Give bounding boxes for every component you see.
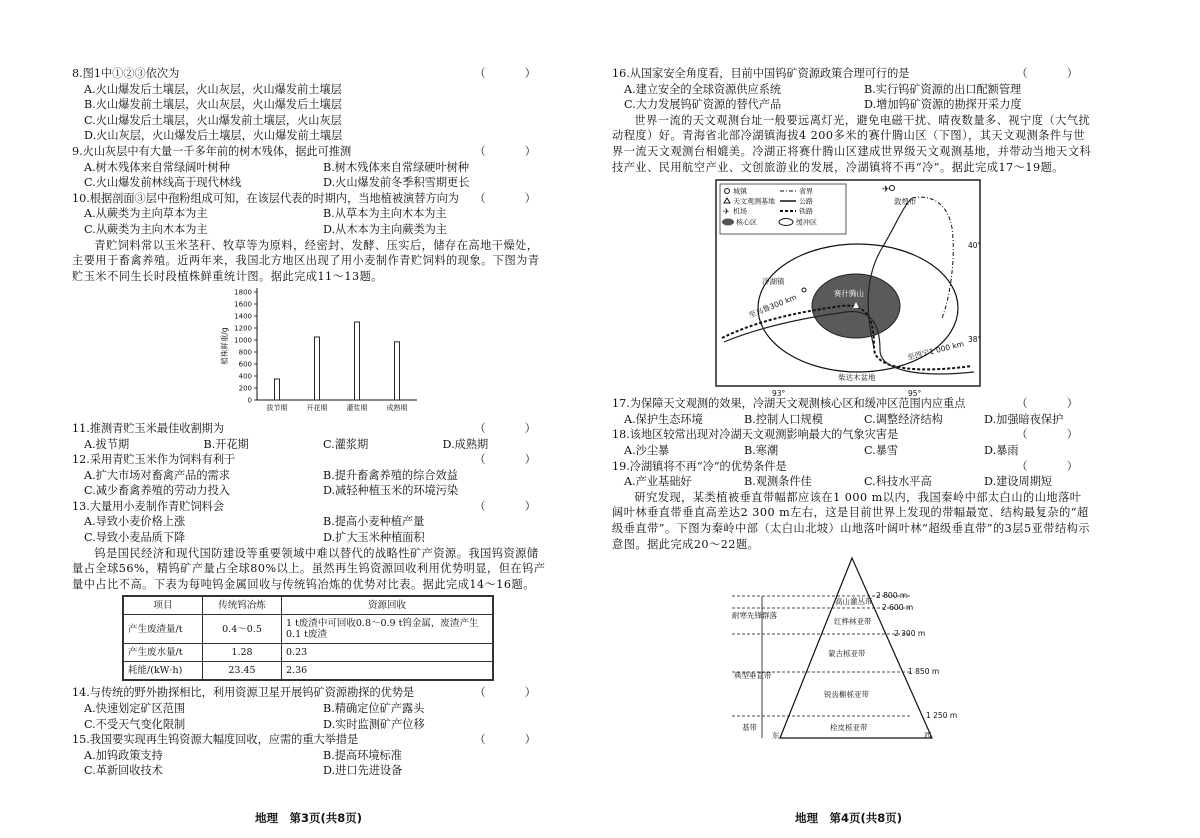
page-footer-right: 地理 第4页(共8页): [795, 811, 903, 825]
table-header: 传统钨冶炼: [203, 596, 282, 615]
option[interactable]: B.提高小麦种植产量: [323, 515, 425, 529]
question-stem: 14.与传统的野外勘探相比，利用资源卫星开展钨矿资源勘探的优势是: [72, 686, 415, 700]
option[interactable]: C.火山爆发后土壤层，火山爆发前土壤层，火山灰层: [84, 113, 342, 127]
table-row: [123, 644, 493, 662]
page-footer-left: 地理 第3页(共8页): [255, 811, 363, 825]
question-stem: 13.大量用小麦制作青贮饲料会: [72, 499, 225, 513]
lenghu-map: [612, 178, 1092, 399]
legend-label: 铁路: [799, 207, 813, 216]
option[interactable]: C.火山爆发前林线高于现代林线: [84, 176, 242, 190]
direction-label: 西: [924, 731, 932, 741]
elevation-label: 2 600 m: [882, 603, 914, 613]
silage-bar-chart: [72, 284, 550, 416]
question-9: [72, 144, 550, 191]
question-stem: 17.为保障天文观测的效果，冷湖天文观测核心区和缓冲区范围内应重点: [612, 397, 966, 411]
answer-paren: （ ）: [474, 453, 550, 467]
option[interactable]: B.火山爆发前土壤层，火山灰层，火山爆发后土壤层: [84, 98, 342, 112]
y-axis-label: 植株鲜重/g: [220, 327, 229, 365]
question-14: [72, 685, 550, 732]
table-cell: 耗能/(kW·h): [123, 662, 203, 681]
question-18: [612, 427, 1092, 458]
x-tick-label: 开花期: [306, 404, 328, 413]
table-header-row: [123, 596, 493, 615]
table-header: 资源回收: [282, 596, 494, 615]
table-header: 项目: [123, 596, 203, 615]
option[interactable]: A.快速划定矿区范围: [84, 702, 186, 716]
passage-silage: 青贮饲料常以玉米茎秆、牧草等为原料，经密封、发酵、压实后，储存在高地干燥处，主要用于畜禽养殖。近两年来，我国北方地区出现了用小麦制作青贮饲料的现象。下图为青贮玉米不同生长时段植株鲜重统计图。据此完成11～13题。: [72, 238, 540, 283]
option[interactable]: D.火山爆发前冬季积雪期更长: [323, 176, 470, 190]
option[interactable]: B.从草本为主向木本为主: [323, 207, 447, 221]
table-cell: 1 t废渣中可回收0.8～0.9 t钨金属，废渣产生0.1 t废渣: [282, 615, 494, 644]
option[interactable]: B.控制人口规模: [744, 412, 823, 426]
tungsten-table: [122, 595, 494, 681]
mountain-label: 赛什腾山: [834, 289, 864, 299]
legend-label: 公路: [799, 197, 813, 206]
passage-astronomy: 世界一流的天文观测台址一般要远离灯光，避免电磁干扰、晴夜数量多、视宁度（大气扰动程度）好。青海省北部冷湖镇海拔4 200多米的赛什腾山区（下图），其天文观测条件与世界一流天文观测台相媲美。冷湖正将赛什腾山区建成世界级天文观测基地，并带动当地天文科技产业、民用航空产业、文创旅游业的发展，冷湖镇将不再“冷”。据此完成17～19题。: [612, 113, 1092, 174]
legend-label: 缓冲区: [796, 218, 817, 227]
option[interactable]: A.加钨政策支持: [84, 748, 163, 762]
option[interactable]: D.扩大玉米种植面积: [323, 531, 425, 545]
lon-label: 93°: [772, 389, 786, 399]
option[interactable]: D.增加钨矿资源的勘探开采力度: [864, 98, 1022, 112]
question-17: [612, 396, 1092, 427]
option[interactable]: D.成熟期: [442, 437, 489, 451]
question-stem: 15.我国要实现再生钨资源大幅度回收，应需的重大举措是: [72, 733, 359, 747]
option[interactable]: D.暴雨: [984, 443, 1019, 457]
y-tick-label: 1200: [234, 324, 252, 333]
band-label: 蒙古栎亚带: [828, 649, 866, 659]
group-label: 耐寒先锋群落: [732, 611, 777, 621]
table-cell: 产生废渣量/t: [123, 615, 203, 644]
option[interactable]: C.科技水平高: [864, 475, 932, 489]
question-16: [612, 66, 1092, 113]
table-cell: 23.45: [203, 662, 282, 681]
table-cell: 2.36: [282, 662, 494, 681]
lat-label: 40°: [968, 241, 982, 251]
legend-label: 天文观测基地: [733, 197, 775, 206]
answer-paren: （ ）: [474, 421, 550, 435]
mountain-outline: [780, 558, 932, 741]
answer-paren: （ ）: [1016, 397, 1092, 411]
option[interactable]: C.从蕨类为主向木本为主: [84, 222, 208, 236]
question-12: [72, 452, 550, 499]
option[interactable]: A.火山爆发后土壤层，火山灰层，火山爆发前土壤层: [84, 82, 342, 96]
question-15: [72, 732, 550, 779]
option[interactable]: D.减轻种植玉米的环境污染: [323, 484, 459, 498]
question-stem: 8.图1中①②③依次为: [72, 67, 180, 80]
option[interactable]: B.提高环境标准: [323, 748, 402, 762]
option[interactable]: D.加强暗夜保护: [984, 412, 1064, 426]
airport-icon: ✈: [882, 185, 890, 196]
elevation-label: 1 850 m: [908, 667, 940, 677]
question-13: [72, 499, 550, 546]
option[interactable]: B.观测条件佳: [744, 475, 812, 489]
legend-label: 城镇: [733, 187, 747, 196]
answer-paren: （ ）: [474, 191, 550, 205]
option[interactable]: D.火山灰层，火山爆发后土壤层，火山爆发前土壤层: [84, 129, 343, 143]
option[interactable]: C.导致小麦品质下降: [84, 531, 186, 545]
mountain-zone-diagram: [612, 552, 1092, 742]
option[interactable]: A.扩大市场对畜禽产品的需求: [84, 468, 230, 482]
airport-icon: ✈: [723, 207, 730, 217]
city-label: 敦煌市: [894, 197, 917, 207]
bar: [395, 342, 400, 400]
question-stem: 10.根据剖面③层中孢粉组成可知，在该层代表的时期内，当地植被演替方向为: [72, 191, 459, 205]
band-label: 锐齿槲栎亚带: [824, 690, 869, 700]
option[interactable]: C.暴雪: [864, 443, 899, 457]
option[interactable]: A.从蕨类为主向草本为主: [84, 207, 208, 221]
core-zone-icon: [722, 219, 734, 226]
option[interactable]: D.实时监测矿产位移: [323, 717, 425, 731]
option[interactable]: D.从木本为主向蕨类为主: [323, 222, 448, 236]
y-tick-label: 600: [238, 360, 252, 369]
answer-paren: （ ）: [1016, 459, 1092, 473]
question-stem: 12.采用青贮玉米作为饲料有利于: [72, 453, 236, 467]
right-column: [612, 66, 1092, 742]
table-cell: 0.23: [282, 644, 494, 662]
option[interactable]: B.寒潮: [744, 443, 779, 457]
y-tick-label: 1600: [234, 300, 252, 309]
y-tick-label: 1000: [234, 336, 252, 345]
table-cell: 1.28: [203, 644, 282, 662]
answer-paren: （ ）: [474, 686, 550, 700]
table-cell: 产生废水量/t: [123, 644, 203, 662]
band-label: 高山灌丛带: [835, 597, 873, 607]
elevation-label: 2 300 m: [894, 629, 926, 639]
bar: [315, 337, 320, 400]
option[interactable]: C.调整经济结构: [864, 412, 943, 426]
y-tick-label: 1400: [234, 312, 252, 321]
legend-label: 机场: [733, 207, 747, 216]
answer-paren: （ ）: [1016, 428, 1092, 442]
left-column: [72, 66, 550, 779]
town-label: 冷湖镇: [762, 277, 785, 287]
question-10: [72, 191, 550, 238]
legend-label: 省界: [799, 187, 813, 196]
group-label: 典型垂直带: [734, 671, 772, 681]
bar: [275, 379, 280, 400]
answer-paren: （ ）: [1016, 67, 1092, 80]
option[interactable]: A.产业基础好: [624, 475, 692, 489]
question-stem: 18.该地区较常出现对冷湖天文观测影响最大的气象灾害是: [612, 428, 899, 442]
legend-label: 核心区: [736, 218, 757, 227]
table-row: [123, 662, 493, 681]
option[interactable]: B.实行钨矿资源的出口配额管理: [864, 82, 1022, 96]
question-stem: 16.从国家安全角度看，目前中国钨矿资源政策合理可行的是: [612, 67, 910, 80]
x-tick-label: 成熟期: [386, 404, 408, 413]
option[interactable]: B.精确定位矿产露头: [323, 702, 425, 716]
option[interactable]: B.开花期: [203, 437, 249, 451]
passage-tungsten: 钨是国民经济和现代国防建设等重要领域中难以替代的战略性矿产资源。我国钨资源储量占全球56%，精钨矿产量占全球80%以上。虽然再生钨资源回收利用优势明显，但在钨产量中占比不高。下表为每吨钨金属回收与传统钨冶炼的优势对比表。据此完成14～16题。: [72, 546, 546, 591]
option[interactable]: D.建设周期短: [984, 475, 1053, 489]
table-row: [123, 615, 493, 644]
option[interactable]: A.树木残体来自常绿阔叶树种: [84, 160, 230, 174]
x-tick-label: 拔节期: [266, 404, 288, 413]
passage-vertical-zone: 研究发现，某类植被垂直带幅都应该在1 000 m以内，我国秦岭中部太白山的山地落叶阔叶林垂直带垂直高差达2 300 m左右，这是目前世界上发现的带幅最宽、结构最复杂的“超级垂直带”。下图为秦岭中部（太白山北坡）山地落叶阔叶林“超级垂直带”的3层5亚带结构示意图。据此完成20～22题。: [612, 490, 1091, 551]
y-tick-label: 0: [247, 396, 252, 405]
basin-label: 柴达木盆地: [838, 373, 876, 383]
y-tick-label: 1800: [234, 288, 252, 297]
question-stem: 11.推测青贮玉米最佳收割期为: [72, 421, 225, 435]
lat-label: 38°: [968, 335, 982, 345]
answer-paren: （ ）: [474, 144, 550, 158]
band-label: 栓皮栎亚带: [830, 723, 868, 733]
lon-label: 95°: [908, 389, 922, 399]
question-8: [72, 66, 550, 144]
question-stem: 9.火山灰层中有大量一千多年前的树木残体，据此可推测: [72, 144, 352, 158]
option[interactable]: B.树木残体来自常绿硬叶树种: [323, 160, 470, 174]
question-11: [72, 421, 550, 452]
table-cell: 0.4～0.5: [203, 615, 282, 644]
elevation-label: 1 250 m: [926, 711, 958, 721]
option[interactable]: A.建立安全的全球资源供应系统: [624, 82, 782, 96]
option[interactable]: C.减少畜禽养殖的劳动力投入: [84, 484, 230, 498]
y-tick-label: 200: [238, 384, 252, 393]
y-tick-label: 800: [238, 348, 252, 357]
x-tick-label: 灌浆期: [346, 404, 368, 413]
road-label: 至西宁1 000 km: [906, 339, 965, 363]
road-label: 至乌鲁300 km: [747, 292, 798, 321]
option[interactable]: C.不受天气变化限制: [84, 717, 186, 731]
option[interactable]: C.革新回收技术: [84, 764, 163, 778]
group-label: 基带: [742, 723, 757, 733]
y-tick-label: 400: [238, 372, 252, 381]
answer-paren: （ ）: [474, 499, 550, 513]
bar: [355, 322, 360, 400]
band-label: 红桦林亚带: [834, 617, 872, 627]
option[interactable]: D.进口先进设备: [323, 764, 403, 778]
option[interactable]: B.提升畜禽养殖的综合效益: [323, 468, 458, 482]
option[interactable]: C.灌浆期: [323, 437, 369, 451]
answer-paren: （ ）: [474, 67, 550, 80]
option[interactable]: A.保护生态环境: [624, 412, 703, 426]
option[interactable]: A.导致小麦价格上涨: [84, 515, 186, 529]
option[interactable]: C.大力发展钨矿资源的替代产品: [624, 98, 782, 112]
elevation-label: 2 800 m: [876, 591, 908, 601]
option[interactable]: A.拔节期: [84, 437, 130, 451]
question-stem: 19.冷湖镇将不再“冷”的优势条件是: [612, 459, 787, 473]
question-19: [612, 459, 1092, 490]
option[interactable]: A.沙尘暴: [624, 443, 670, 457]
answer-paren: （ ）: [474, 733, 550, 747]
direction-label: 东: [772, 731, 780, 741]
